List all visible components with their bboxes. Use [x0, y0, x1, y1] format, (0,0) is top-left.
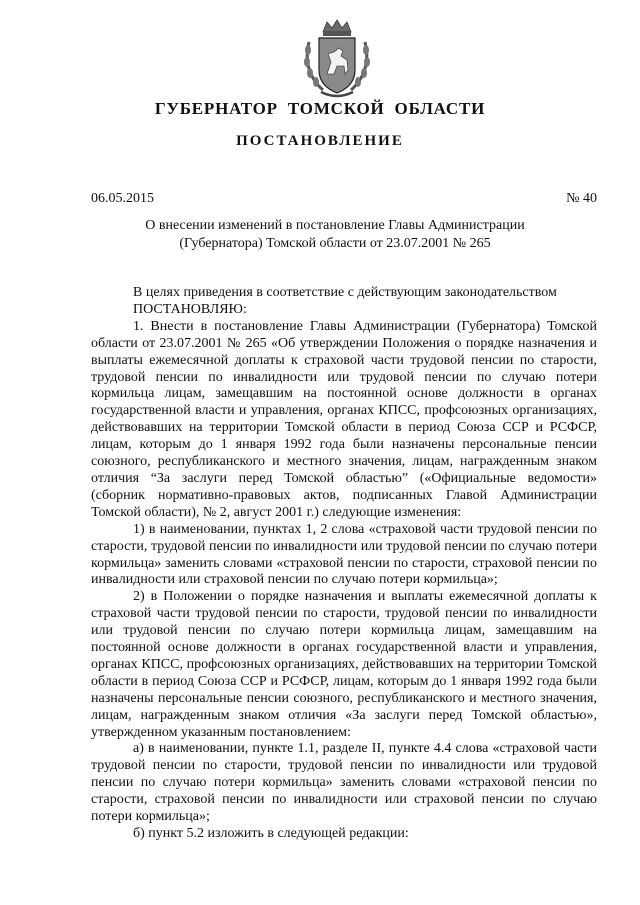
subparagraph-2b: б) пункт 5.2 изложить в следующей редакции: — [133, 826, 409, 841]
document-type: ПОСТАНОВЛЕНИЕ — [236, 133, 404, 149]
document-subject: О внесении изменений в постановление Главы Администрации (Губернатора) Томской области от 23.07.2001 № 265 — [145, 218, 525, 251]
subparagraph-1: 1) в наименовании, пунктах 1, 2 слова «страховой части трудовой пенсии по старости, трудовой пенсии по инвалидности или трудовой пенсии по случаю потери кормильца» заменить словами «страховой пенсии по старости, страховой пенсии по инвалидности или страховой пенсии по случаю потери кормильца»; — [91, 521, 597, 588]
preamble: В целях приведения в соответствие с действующим законодательством — [133, 285, 557, 300]
subparagraph-2: 2) в Положении о порядке назначения и выплаты ежемесячной доплаты к страховой части трудовой пенсии по старости, трудовой пенсии по инвалидности или трудовой пенсии по случаю потери кормильца лицам, замещавшим на постоянной основе должности в органах государственной власти и управления, органах КПСС, профсоюзных организациях, действовавших на территории Томской области в период Союза ССР и РСФСР, лицам, которым до 1 января 1992 года были назначены персональные пенсии союзного, республиканского и местного значения, лицам, награжденным знаком отличия «За заслуги перед Томской областью», утвержденном указанным постановлением: — [91, 589, 597, 740]
document-body — [91, 285, 597, 843]
document-number: № 40 — [566, 191, 597, 206]
decree-word: ПОСТАНОВЛЯЮ: — [133, 301, 247, 317]
issuing-authority: ГУБЕРНАТОР ТОМСКОЙ ОБЛАСТИ — [154, 99, 486, 118]
subparagraph-2a: а) в наименовании, пункте 1.1, разделе II, пункте 4.4 слова «страховой части трудовой пенсии по старости, трудовой пенсии по инвалидности или трудовой пенсии по случаю потери кормильца» заменить словами «страховой пенсии по старости, страховой пенсии по инвалидности или страховой пенсии по случаю потери кормильца»; — [91, 741, 597, 825]
paragraph-1: 1. Внести в постановление Главы Администрации (Губернатора) Томской области от 23.07.2001 № 265 «Об утверждении Положения о порядке назначения и выплаты ежемесячной доплаты к страховой части трудовой пенсии по старости, трудовой пенсии по инвалидности или трудовой пенсии по случаю потери кормильца лицам, замещавшим на постоянной основе должности в органах государственной власти и управления, органах КПСС, профсоюзных организациях, действовавших на территории Томской области в период Союза ССР и РСФСР, лицам, которым до 1 января 1992 года были назначены персональные пенсии союзного, республиканского и местного значения, лицам, награжденным знаком отличия “За заслуги перед Томской областью” («Официальные ведомости» (сборник нормативно-правовых актов, подписанных Главой Администрации Томской области), № 2, август 2001 г.) следующие изменения: — [91, 318, 597, 520]
document-date: 06.05.2015 — [91, 191, 154, 206]
tomsk-coat-of-arms-icon — [301, 18, 373, 100]
